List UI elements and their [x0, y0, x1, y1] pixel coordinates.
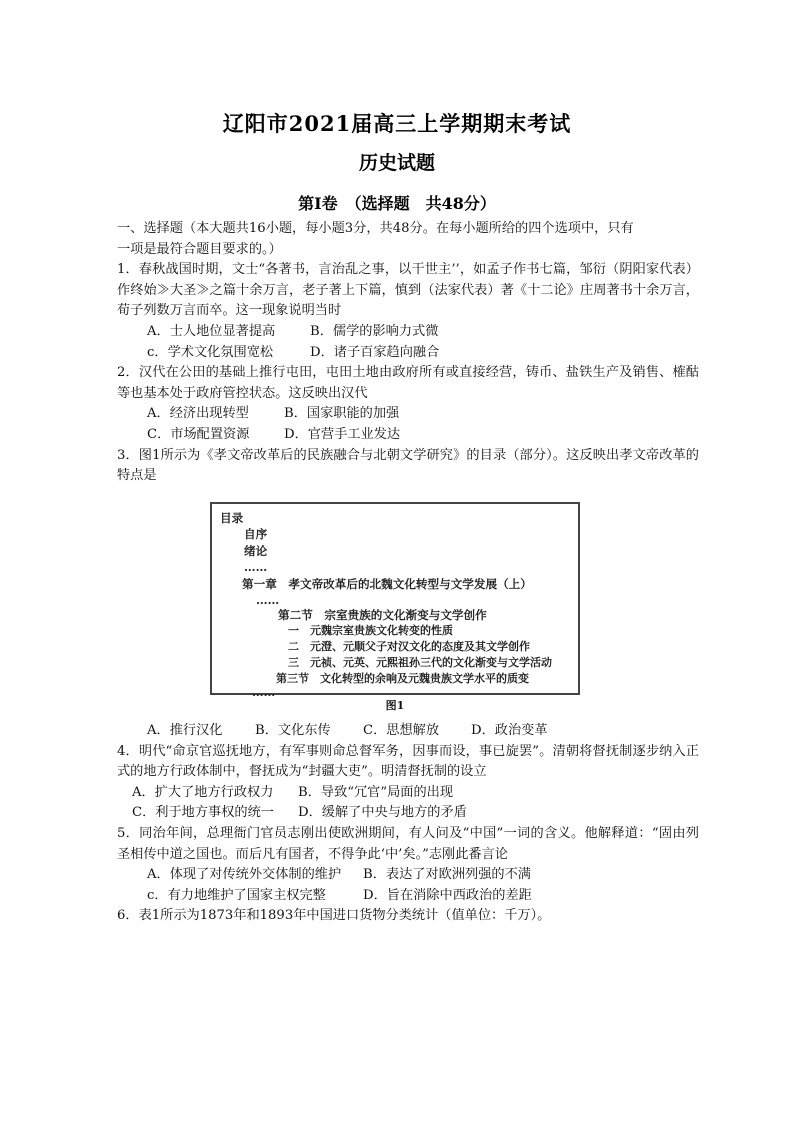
q5-option-d: D．旨在消除中西政治的差距: [363, 887, 532, 903]
fig-heading: 目录: [220, 511, 244, 525]
q1-option-b: B．儒学的影响力式微: [310, 323, 439, 339]
q3-stem: 3．图1所示为《孝文帝改革后的民族融合与北朝文学研究》的目录（部分）。这反映出孝文帝改革的特点是: [117, 447, 699, 484]
q2-options-row2: [117, 425, 699, 446]
q2-option-d: D．官营手工业发达: [284, 426, 401, 442]
instructions-line2: 一项是最符合题目要求的。）: [117, 241, 282, 257]
fig-ellipsis-2: ……: [256, 593, 280, 607]
q2-option-c: C．市场配置资源: [147, 426, 250, 442]
q4-stem: 4．明代“命京官巡抚地方，有军事则命总督军务，因事而设，事已旋罢”。清朝将督抚制逐步纳入正式的地方行政体制中，督抚成为“封疆大吏”。明清督抚制的设立: [117, 743, 699, 780]
fig-item-1: 一 元魏宗室贵族文化转变的性质: [288, 624, 453, 637]
q4-option-a: A．扩大了地方行政权力: [132, 784, 274, 800]
q3-option-c: C．思想解放: [363, 723, 440, 738]
q1-option-d: D．诸子百家趋向融合: [310, 344, 440, 360]
fig-item-3: 三 元祯、元英、元熙祖孙三代的文化渐变与文学活动: [288, 656, 552, 669]
fig-ellipsis-1: ……: [244, 560, 268, 574]
q5-options-row2: [117, 886, 699, 907]
q3-option-d: D．政治变革: [471, 723, 548, 738]
fig-section-3: 第三节 文化转型的余响及元魏贵族文学水平的质变: [276, 672, 529, 685]
figure-1-table-of-contents: [210, 502, 580, 699]
q2-option-a: A．经济出现转型: [147, 406, 249, 422]
fig-ellipsis-3: ……: [252, 685, 276, 699]
q5-option-a: A．体现了对传统外交体制的维护: [147, 867, 342, 883]
q5-option-c: c．有力地维护了国家主权完整: [147, 887, 326, 903]
fig-intro: 绪论: [244, 544, 268, 558]
q4-option-d: D．缓解了中央与地方的矛盾: [298, 805, 467, 821]
fig-item-2: 二 元澄、元顺父子对汉文化的态度及其文学创作: [288, 640, 530, 653]
fig-chapter-1: 第一章 孝文帝改革后的北魏文化转型与文学发展（上）: [242, 577, 532, 591]
q2-stem: 2．汉代在公田的基础上推行屯田，屯田土地由政府所有或直接经营，铸币、盐铁生产及销售、榷酤等也基本处于政府管控状态。这反映出汉代: [117, 365, 699, 401]
instructions-line1: 一、选择题（本大题共16小题，每小题3分，共48分。在每小题所给的四个选项中，只有: [117, 221, 634, 236]
fig-preface: 自序: [244, 527, 268, 541]
questions-lower: [117, 721, 699, 927]
q1-stem: 1．春秋战国时期，文士“各著书，言治乱之事，以干世主’’，如孟子作书七篇，邹衍（阴阳家代表）作终始≫大圣≫之篇十余万言，老子著上下篇，慎到（法家代表）著《十二论》庄周著书十余万言，荀子列数万言而卒。这一现象说明当时: [117, 262, 699, 319]
q6-stem: 6．表1所示为1873年和1893年中国进口货物分类统计（值单位：千万）。: [117, 908, 551, 924]
q3-options: [117, 721, 699, 742]
q4-options-row2: [117, 803, 699, 824]
subject-title: 历史试题: [358, 152, 435, 174]
q2-option-b: B．国家职能的加强: [284, 406, 400, 422]
q4-option-b: B．导致“冗官”局面的出现: [298, 784, 454, 800]
q1-option-a: A．士人地位显著提高: [147, 323, 276, 339]
q3-option-b: B．文化东传: [255, 723, 331, 738]
q4-options-row1: [117, 783, 699, 804]
exam-title: 辽阳市2021届高三上学期期末考试: [222, 111, 572, 136]
q3-option-a: A．推行汉化: [147, 723, 223, 738]
q5-options-row1: [117, 865, 699, 886]
questions-upper: [117, 219, 699, 487]
q2-options-row1: [117, 404, 699, 425]
section-title: 第Ⅰ卷 （选择题 共48分）: [298, 194, 496, 213]
q5-stem: 5．同治年间，总理衙门官员志刚出使欧洲期间，有人问及“中国”一词的含义。他解释道：“固由列圣相传中道之国也。而后凡有国者，不得争此‘中’矣。”志刚此番言论: [117, 825, 699, 862]
fig-section-2: 第二节 宗室贵族的文化渐变与文学创作: [278, 608, 487, 622]
q5-option-b: B．表达了对欧洲列强的不满: [363, 867, 531, 883]
q1-options-row2: [117, 343, 699, 364]
figure-caption: 图1: [385, 699, 405, 712]
q1-options-row1: [117, 322, 699, 343]
q4-option-c: C．利于地方事权的统一: [132, 805, 274, 821]
q1-option-c: c．学术文化氛围宽松: [147, 344, 274, 360]
